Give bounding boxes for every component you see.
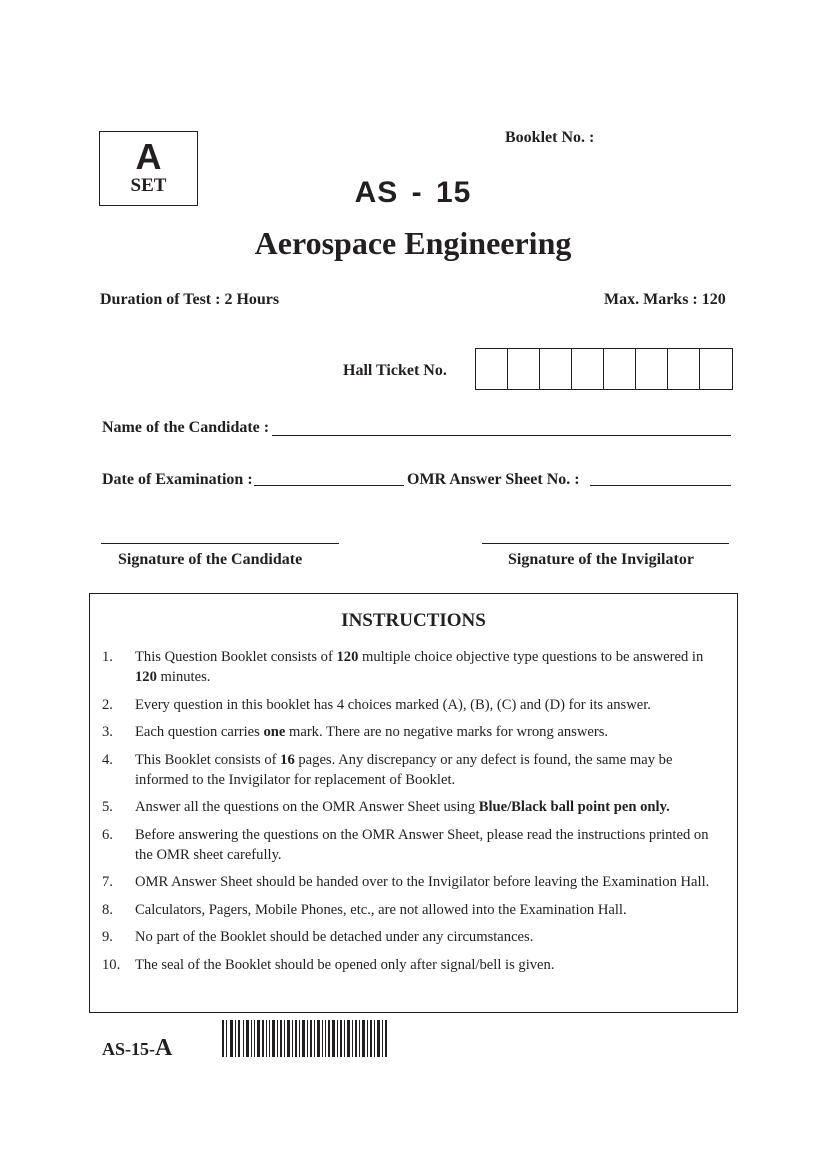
subject-title: Aerospace Engineering: [254, 225, 572, 261]
instruction-text-part: This Question Booklet consists of: [135, 649, 337, 665]
hall-ticket-box[interactable]: [700, 349, 732, 389]
name-field[interactable]: [272, 435, 731, 436]
footer-code: [102, 1035, 172, 1062]
instruction-number: 9.: [102, 929, 113, 945]
instruction-text-part: Before answering the questions on the OMR Answer Sheet, please read the instructions printed on the OMR sheet carefully.: [135, 826, 709, 863]
candidate-signature-line[interactable]: [101, 543, 339, 544]
instruction-item: [102, 647, 726, 687]
set-label: SET: [130, 175, 167, 196]
hall-ticket-box[interactable]: [508, 349, 540, 389]
instruction-text-part: pages. Any discrepancy or any defect is found, the same may be informed to the Invigilator for replacement of Booklet.: [135, 751, 673, 788]
footer-code-set: A: [155, 1035, 173, 1061]
instruction-text: [135, 900, 726, 920]
instruction-item: [102, 750, 726, 790]
barcode: [222, 1020, 387, 1057]
instruction-item: [102, 722, 726, 742]
instruction-item: [102, 797, 726, 817]
date-field[interactable]: [254, 485, 404, 486]
instructions-box: [89, 593, 738, 1013]
instruction-text-part: mark. There are no negative marks for wrong answers.: [285, 724, 609, 740]
candidate-signature-label: Signature of the Candidate: [118, 551, 303, 568]
instruction-text-part: multiple choice objective type questions to be answered in: [358, 649, 704, 665]
instruction-text-part: Each question carries: [135, 724, 264, 740]
invigilator-signature-line[interactable]: [482, 543, 729, 544]
hall-ticket-box[interactable]: [540, 349, 572, 389]
invigilator-signature-label: Signature of the Invigilator: [508, 551, 694, 568]
instruction-text: [135, 927, 726, 947]
instruction-text-part: Every question in this booklet has 4 choices marked (A), (B), (C) and (D) for its answer.: [135, 696, 651, 713]
instruction-item: [102, 825, 726, 865]
instruction-number: 10.: [102, 956, 121, 973]
instructions-title: INSTRUCTIONS: [341, 610, 486, 631]
instruction-emphasis: 16: [280, 751, 295, 768]
instruction-text-part: This Booklet consists of: [135, 751, 281, 768]
omr-field[interactable]: [590, 485, 731, 486]
booklet-no-label: Booklet No. :: [505, 129, 595, 146]
paper-code: AS - 15: [354, 176, 472, 209]
instruction-emphasis: 120: [135, 669, 157, 685]
instruction-text-part: minutes.: [156, 669, 211, 685]
set-letter: A: [135, 136, 162, 177]
instruction-item: [102, 872, 726, 892]
instruction-item: [102, 900, 726, 920]
instructions-list: [102, 647, 726, 982]
duration: Duration of Test : 2 Hours: [100, 291, 280, 308]
instruction-text-part: No part of the Booklet should be detached under any circumstances.: [135, 929, 534, 945]
instruction-number: 1.: [102, 649, 113, 665]
instruction-emphasis: Blue/Black ball point pen only.: [478, 799, 670, 815]
instruction-number: 2.: [102, 696, 113, 713]
hall-ticket-label: Hall Ticket No.: [343, 362, 447, 379]
instruction-text-part: OMR Answer Sheet should be handed over to the Invigilator before leaving the Examination Hall.: [135, 874, 710, 890]
instruction-emphasis: 120: [336, 649, 359, 665]
hall-ticket-boxes[interactable]: [475, 348, 733, 390]
footer-code-prefix: AS-15-: [102, 1039, 155, 1059]
max-marks: Max. Marks : 120: [604, 291, 726, 308]
instruction-text-part: Answer all the questions on the OMR Answer Sheet using: [135, 799, 479, 815]
instruction-text-part: Calculators, Pagers, Mobile Phones, etc., are not allowed into the Examination Hall.: [135, 901, 627, 918]
instruction-text-part: The seal of the Booklet should be opened only after signal/bell is given.: [135, 956, 555, 973]
hall-ticket-box[interactable]: [476, 349, 508, 389]
hall-ticket-box[interactable]: [668, 349, 700, 389]
instruction-number: 7.: [102, 874, 113, 890]
hall-ticket-box[interactable]: [572, 349, 604, 389]
instruction-number: 5.: [102, 799, 113, 815]
instruction-text: [135, 750, 726, 790]
instruction-item: [102, 927, 726, 947]
instruction-item: [102, 695, 726, 715]
instruction-number: 8.: [102, 901, 113, 918]
instruction-number: 3.: [102, 724, 113, 740]
instruction-number: 4.: [102, 751, 113, 768]
instruction-text: [135, 797, 726, 817]
instruction-emphasis: one: [263, 724, 286, 740]
name-label: Name of the Candidate :: [102, 419, 270, 436]
omr-label: OMR Answer Sheet No. :: [407, 471, 580, 488]
instruction-text: [135, 872, 726, 892]
instruction-text: [135, 647, 726, 687]
instruction-item: [102, 955, 726, 975]
instruction-number: 6.: [102, 826, 113, 843]
instruction-text: [135, 825, 726, 865]
hall-ticket-box[interactable]: [604, 349, 636, 389]
hall-ticket-box[interactable]: [636, 349, 668, 389]
date-label: Date of Examination :: [102, 471, 253, 488]
instruction-text: [135, 695, 726, 715]
instruction-text: [135, 955, 726, 975]
instruction-text: [135, 722, 726, 742]
